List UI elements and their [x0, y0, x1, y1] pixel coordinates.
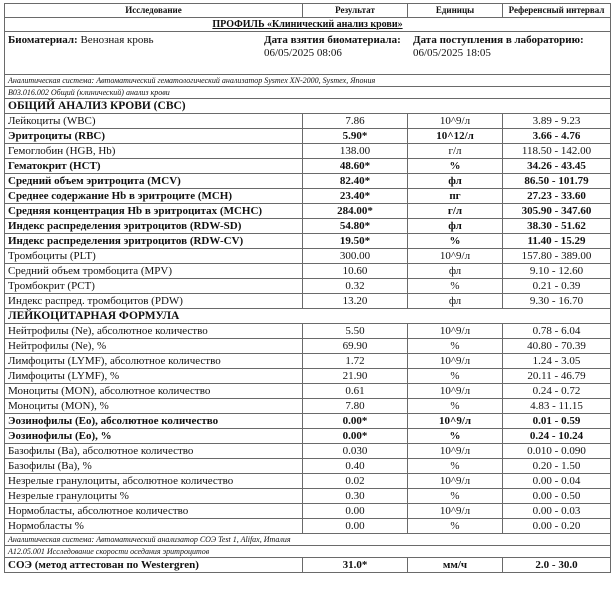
received-date-value: 06/05/2025 18:05: [413, 47, 491, 59]
result-value: 82.40*: [303, 174, 408, 189]
test-name: Нейтрофилы (Ne), абсолютное количество: [5, 324, 303, 339]
result-value: 284.00*: [303, 204, 408, 219]
test-name: Тромбоциты (PLT): [5, 249, 303, 264]
unit: %: [408, 429, 503, 444]
table-row: [5, 159, 611, 174]
unit: 10^9/л: [408, 444, 503, 459]
result-value: 54.80*: [303, 219, 408, 234]
test-name: Незрелые гранулоциты %: [5, 489, 303, 504]
unit: фл: [408, 174, 503, 189]
test-name: Среднее содержание Hb в эритроците (MCH): [5, 189, 303, 204]
unit: %: [408, 369, 503, 384]
unit: 10^9/л: [408, 249, 503, 264]
reference-range: 9.30 - 16.70: [503, 294, 611, 309]
test-name: Средний объем эритроцита (MCV): [5, 174, 303, 189]
profile-title: ПРОФИЛЬ «Клинический анализ крови»: [5, 18, 611, 32]
section-row: [5, 309, 611, 324]
unit: %: [408, 459, 503, 474]
reference-range: 0.24 - 0.72: [503, 384, 611, 399]
result-value: 5.90*: [303, 129, 408, 144]
profile-row: [5, 18, 611, 32]
reference-range: 0.78 - 6.04: [503, 324, 611, 339]
reference-range: 3.66 - 4.76: [503, 129, 611, 144]
code-note-esr: A12.05.001 Исследование скорости оседания эритроцитов: [5, 546, 611, 558]
unit: 10^9/л: [408, 114, 503, 129]
test-name: Лейкоциты (WBC): [5, 114, 303, 129]
unit: 10^9/л: [408, 474, 503, 489]
reference-range: 34.26 - 43.45: [503, 159, 611, 174]
note-row: [5, 75, 611, 87]
unit: %: [408, 339, 503, 354]
table-row: [5, 504, 611, 519]
code-note: B03.016.002 Общий (клинический) анализ крови: [5, 87, 611, 99]
reference-range: 305.90 - 347.60: [503, 204, 611, 219]
unit: %: [408, 234, 503, 249]
result-value: 21.90: [303, 369, 408, 384]
lab-report: [4, 0, 610, 573]
result-value: 5.50: [303, 324, 408, 339]
unit: %: [408, 399, 503, 414]
table-row: [5, 429, 611, 444]
test-name: Гематокрит (HCT): [5, 159, 303, 174]
table-row: [5, 354, 611, 369]
result-value: 19.50*: [303, 234, 408, 249]
table-row: [5, 414, 611, 429]
reference-range: 27.23 - 33.60: [503, 189, 611, 204]
table-row: [5, 174, 611, 189]
test-name: Моноциты (MON), %: [5, 399, 303, 414]
unit: фл: [408, 294, 503, 309]
received-date-label: Дата поступления в лабораторию:: [413, 34, 584, 46]
table-row: [5, 369, 611, 384]
test-name: Индекс распределения эритроцитов (RDW-SD): [5, 219, 303, 234]
result-value: 0.32: [303, 279, 408, 294]
unit: 10^9/л: [408, 414, 503, 429]
test-name: Средняя концентрация Hb в эритроцитах (MCHC): [5, 204, 303, 219]
table-header: [5, 4, 611, 18]
test-name: Базофилы (Ba), %: [5, 459, 303, 474]
unit: 10^9/л: [408, 384, 503, 399]
reference-range: 0.00 - 0.50: [503, 489, 611, 504]
test-name: Эозинофилы (Eo), абсолютное количество: [5, 414, 303, 429]
analyzer-note: Аналитическая система: Автоматический гематологический анализатор Sysmex XN-2000, Sysmex, Япония: [5, 75, 611, 87]
unit: фл: [408, 264, 503, 279]
unit: фл: [408, 219, 503, 234]
table-row: [5, 558, 611, 573]
reference-range: 118.50 - 142.00: [503, 144, 611, 159]
table-row: [5, 189, 611, 204]
reference-range: 0.24 - 10.24: [503, 429, 611, 444]
header-reference: Референсный интервал: [503, 4, 611, 18]
results-table: [4, 3, 611, 573]
reference-range: 0.00 - 0.03: [503, 504, 611, 519]
unit: %: [408, 159, 503, 174]
section-row: [5, 99, 611, 114]
reference-range: 40.80 - 70.39: [503, 339, 611, 354]
test-name: Лимфоциты (LYMF), %: [5, 369, 303, 384]
analyzer-note-esr: Аналитическая система: Автоматический анализатор СОЭ Test 1, Alifax, Италия: [5, 534, 611, 546]
reference-range: 1.24 - 3.05: [503, 354, 611, 369]
table-row: [5, 459, 611, 474]
reference-range: 0.00 - 0.04: [503, 474, 611, 489]
table-row: [5, 204, 611, 219]
unit: %: [408, 279, 503, 294]
result-value: 0.030: [303, 444, 408, 459]
test-name: Нормобласты, абсолютное количество: [5, 504, 303, 519]
table-row: [5, 129, 611, 144]
table-row: [5, 279, 611, 294]
header-test: Исследование: [5, 4, 303, 18]
result-value: 300.00: [303, 249, 408, 264]
unit: пг: [408, 189, 503, 204]
result-value: 31.0*: [303, 558, 408, 573]
section-title-cbc: ОБЩИЙ АНАЛИЗ КРОВИ (CBC): [5, 99, 611, 114]
unit: мм/ч: [408, 558, 503, 573]
unit: %: [408, 489, 503, 504]
biomaterial-block: [8, 34, 154, 47]
test-name: Индекс распред. тромбоцитов (PDW): [5, 294, 303, 309]
table-row: [5, 474, 611, 489]
taken-date-label: Дата взятия биоматериала:: [264, 34, 401, 46]
reference-range: 38.30 - 51.62: [503, 219, 611, 234]
unit: 10^9/л: [408, 504, 503, 519]
reference-range: 86.50 - 101.79: [503, 174, 611, 189]
result-value: 1.72: [303, 354, 408, 369]
table-row: [5, 144, 611, 159]
result-value: 7.80: [303, 399, 408, 414]
reference-range: 3.89 - 9.23: [503, 114, 611, 129]
taken-date-block: [264, 34, 401, 60]
table-row: [5, 519, 611, 534]
result-value: 0.61: [303, 384, 408, 399]
result-value: 13.20: [303, 294, 408, 309]
reference-range: 4.83 - 11.15: [503, 399, 611, 414]
result-value: 138.00: [303, 144, 408, 159]
reference-range: 0.010 - 0.090: [503, 444, 611, 459]
test-name: Базофилы (Ba), абсолютное количество: [5, 444, 303, 459]
table-row: [5, 339, 611, 354]
result-value: 23.40*: [303, 189, 408, 204]
test-name: Нейтрофилы (Ne), %: [5, 339, 303, 354]
result-value: 0.02: [303, 474, 408, 489]
unit: г/л: [408, 204, 503, 219]
note-row: [5, 87, 611, 99]
header-units: Единицы: [408, 4, 503, 18]
reference-range: 2.0 - 30.0: [503, 558, 611, 573]
table-row: [5, 384, 611, 399]
result-value: 10.60: [303, 264, 408, 279]
biomaterial-label: Биоматериал:: [8, 34, 78, 46]
note-row: [5, 546, 611, 558]
result-value: 0.00*: [303, 429, 408, 444]
reference-range: 0.00 - 0.20: [503, 519, 611, 534]
biomaterial-value: Венозная кровь: [80, 34, 154, 46]
reference-range: 11.40 - 15.29: [503, 234, 611, 249]
table-row: [5, 234, 611, 249]
unit: г/л: [408, 144, 503, 159]
unit: 10^12/л: [408, 129, 503, 144]
reference-range: 0.20 - 1.50: [503, 459, 611, 474]
result-value: 0.00: [303, 519, 408, 534]
table-row: [5, 219, 611, 234]
result-value: 0.30: [303, 489, 408, 504]
result-value: 0.00: [303, 504, 408, 519]
test-name: Индекс распределения эритроцитов (RDW-CV): [5, 234, 303, 249]
unit: 10^9/л: [408, 324, 503, 339]
test-name: Средний объем тромбоцита (MPV): [5, 264, 303, 279]
section-title-leuko: ЛЕЙКОЦИТАРНАЯ ФОРМУЛА: [5, 309, 611, 324]
result-value: 0.00*: [303, 414, 408, 429]
reference-range: 20.11 - 46.79: [503, 369, 611, 384]
meta-cell: [5, 32, 611, 75]
reference-range: 157.80 - 389.00: [503, 249, 611, 264]
unit: %: [408, 519, 503, 534]
test-name: Незрелые гранулоциты, абсолютное количество: [5, 474, 303, 489]
table-row: [5, 324, 611, 339]
result-value: 48.60*: [303, 159, 408, 174]
note-row: [5, 534, 611, 546]
header-result: Результат: [303, 4, 408, 18]
unit: 10^9/л: [408, 354, 503, 369]
test-name: СОЭ (метод аттестован по Westergren): [5, 558, 303, 573]
reference-range: 0.21 - 0.39: [503, 279, 611, 294]
reference-range: 0.01 - 0.59: [503, 414, 611, 429]
table-row: [5, 264, 611, 279]
meta-row: [5, 32, 611, 75]
taken-date-value: 06/05/2025 08:06: [264, 47, 342, 59]
test-name: Гемоглобин (HGB, Hb): [5, 144, 303, 159]
result-value: 7.86: [303, 114, 408, 129]
received-date-block: [413, 34, 584, 60]
test-name: Моноциты (MON), абсолютное количество: [5, 384, 303, 399]
table-row: [5, 114, 611, 129]
test-name: Эритроциты (RBC): [5, 129, 303, 144]
result-value: 69.90: [303, 339, 408, 354]
table-row: [5, 399, 611, 414]
table-row: [5, 444, 611, 459]
table-row: [5, 249, 611, 264]
reference-range: 9.10 - 12.60: [503, 264, 611, 279]
table-row: [5, 294, 611, 309]
result-value: 0.40: [303, 459, 408, 474]
table-row: [5, 489, 611, 504]
test-name: Тромбокрит (PCT): [5, 279, 303, 294]
test-name: Лимфоциты (LYMF), абсолютное количество: [5, 354, 303, 369]
test-name: Нормобласты %: [5, 519, 303, 534]
test-name: Эозинофилы (Eo), %: [5, 429, 303, 444]
